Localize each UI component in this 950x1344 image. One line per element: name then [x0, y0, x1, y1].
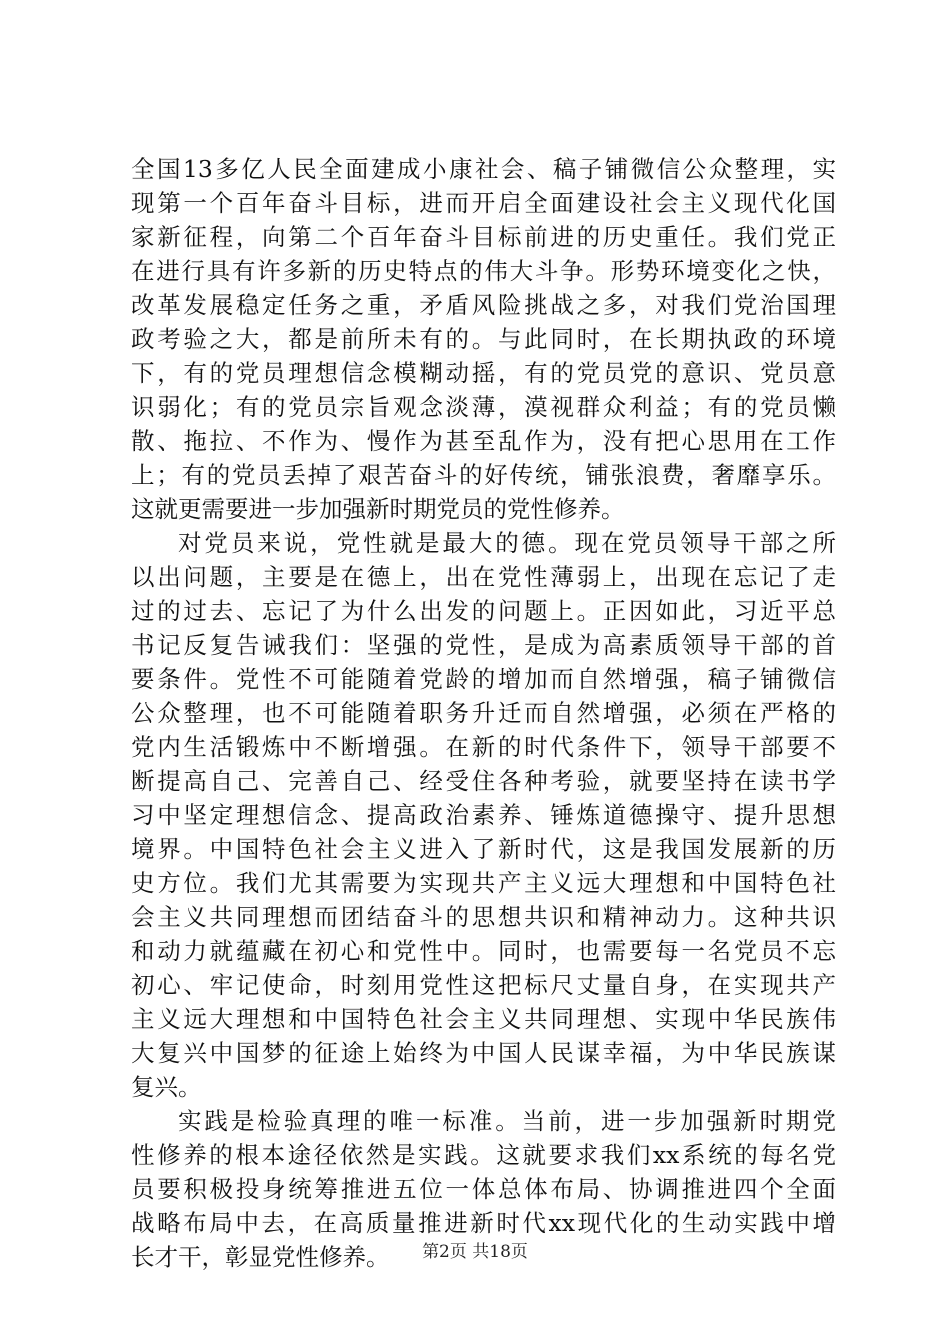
paragraph: [131, 152, 836, 526]
text-line: 下，有的党员理想信念模糊动摇，有的党员党的意识、党员意: [131, 359, 836, 387]
text-line: 境界。中国特色社会主义进入了新时代，这是我国发展新的历: [131, 835, 836, 863]
text-line: 习中坚定理想信念、提高政治素养、锤炼道德操守、提升思想: [131, 801, 836, 829]
text-line: 对党员来说，党性就是最大的德。现在党员领导干部之所: [178, 529, 836, 557]
paragraph: [131, 526, 836, 1104]
text-line: 初心、牢记使命，时刻用党性这把标尺丈量自身，在实现共产: [131, 971, 836, 999]
text-line: 会主义共同理想而团结奋斗的思想共识和精神动力。这种共识: [131, 903, 836, 931]
text-line: 和动力就蕴藏在初心和党性中。同时，也需要每一名党员不忘: [131, 937, 836, 965]
text-line: 家新征程，向第二个百年奋斗目标前进的历史重任。我们党正: [131, 223, 836, 251]
text-line: 主义远大理想和中国特色社会主义共同理想、实现中华民族伟: [131, 1005, 836, 1033]
text-line: 全国13多亿人民全面建成小康社会、稿子铺微信公众整理，实: [131, 155, 836, 183]
text-line: 长才干，彰显党性修养。: [131, 1243, 390, 1271]
text-line: 过的过去、忘记了为什么出发的问题上。正因如此，习近平总: [131, 597, 836, 625]
text-line: 实践是检验真理的唯一标准。当前，进一步加强新时期党: [178, 1107, 836, 1135]
text-line: 在进行具有许多新的历史特点的伟大斗争。形势环境变化之快，: [131, 257, 836, 285]
document-body: [131, 152, 836, 1274]
text-line: 改革发展稳定任务之重，矛盾风险挑战之多，对我们党治国理: [131, 291, 836, 319]
text-line: 复兴。: [131, 1073, 202, 1101]
text-line: 要条件。党性不可能随着党龄的增加而自然增强，稿子铺微信: [131, 665, 836, 693]
text-line: 现第一个百年奋斗目标，进而开启全面建设社会主义现代化国: [131, 189, 836, 217]
text-line: 上；有的党员丢掉了艰苦奋斗的好传统，铺张浪费，奢靡享乐。: [131, 461, 836, 489]
page-footer: 第2页 共18页: [422, 1242, 528, 1262]
text-line: 散、拖拉、不作为、慢作为甚至乱作为，没有把心思用在工作: [131, 427, 836, 455]
text-line: 史方位。我们尤其需要为实现共产主义远大理想和中国特色社: [131, 869, 836, 897]
text-line: 这就更需要进一步加强新时期党员的党性修养。: [131, 495, 625, 523]
text-line: 政考验之大，都是前所未有的。与此同时，在长期执政的环境: [131, 325, 836, 353]
text-line: 公众整理，也不可能随着职务升迁而自然增强，必须在严格的: [131, 699, 836, 727]
text-line: 性修养的根本途径依然是实践。这就要求我们xx系统的每名党: [131, 1141, 836, 1169]
text-line: 书记反复告诫我们：坚强的党性，是成为高素质领导干部的首: [131, 631, 836, 659]
text-line: 以出问题，主要是在德上，出在党性薄弱上，出现在忘记了走: [131, 563, 836, 591]
text-line: 员要积极投身统筹推进五位一体总体布局、协调推进四个全面: [131, 1175, 836, 1203]
text-line: 大复兴中国梦的征途上始终为中国人民谋幸福，为中华民族谋: [131, 1039, 836, 1067]
text-line: 战略布局中去，在高质量推进新时代xx现代化的生动实践中增: [131, 1209, 836, 1237]
text-line: 识弱化；有的党员宗旨观念淡薄，漠视群众利益；有的党员懒: [131, 393, 836, 421]
text-line: 党内生活锻炼中不断增强。在新的时代条件下，领导干部要不: [131, 733, 836, 761]
text-line: 断提高自己、完善自己、经受住各种考验，就要坚持在读书学: [131, 767, 836, 795]
